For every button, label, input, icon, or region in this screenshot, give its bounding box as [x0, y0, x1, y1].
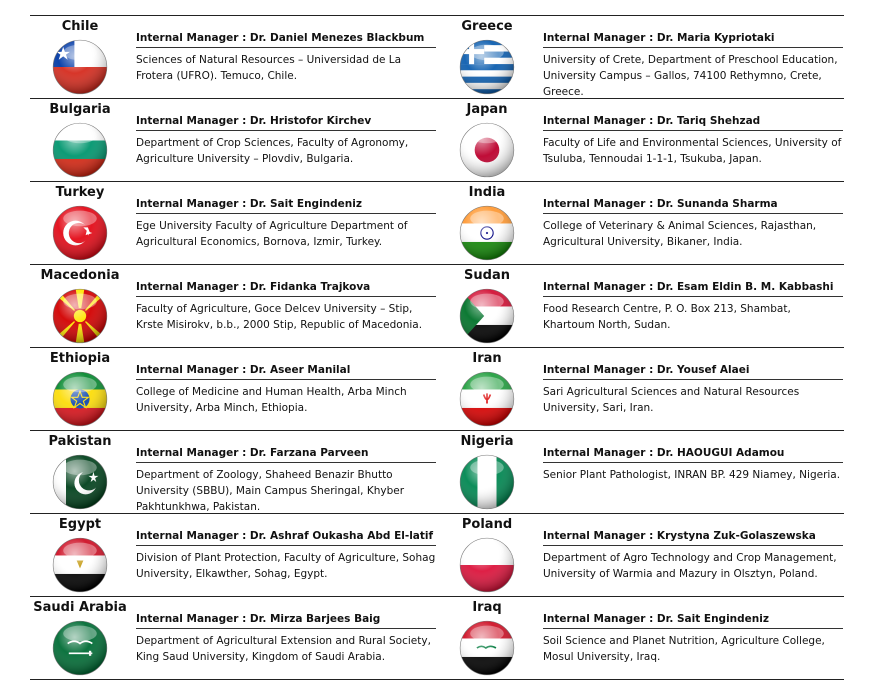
country-name: Chile: [61, 19, 99, 34]
country-name: Saudi Arabia: [33, 600, 127, 615]
poland-flag-icon: [459, 537, 515, 593]
country-name: Macedonia: [40, 268, 120, 283]
country-name: Poland: [461, 517, 513, 532]
institution-address: Senior Plant Pathologist, INRAN BP. 429 Niamey, Nigeria.: [543, 469, 841, 481]
table-row: [30, 513, 844, 596]
table-row: [30, 98, 844, 181]
internal-manager: Internal Manager : Dr. Farzana Parveen: [136, 447, 436, 463]
country-entry: [437, 514, 844, 596]
internal-manager: Internal Manager : Krystyna Zuk-Golaszewska: [543, 530, 843, 546]
institution-address: Department of Agricultural Extension and Rural Society, King Saud University, Kingdom of Saudi Arabia.: [136, 635, 431, 663]
institution-address: Department of Zoology, Shaheed Benazir Bhutto University (SBBU), Main Campus Sheringal, Khyber Pakhtunkhwa, Pakistan.: [136, 469, 405, 513]
country-entry: [30, 182, 437, 264]
internal-manager: Internal Manager : Dr. Mirza Barjees Baig: [136, 613, 436, 629]
country-entry: [437, 99, 844, 181]
table-row: [30, 15, 844, 98]
turkey-flag-icon: [52, 205, 108, 261]
country-name: India: [468, 185, 506, 200]
country-name: Iran: [472, 351, 502, 366]
institution-address: University of Crete, Department of Preschool Education, University Campus – Gallos, 74100 Rethymno, Crete, Greece.: [543, 54, 838, 98]
country-entry: [30, 16, 437, 98]
saudi-arabia-flag-icon: [52, 620, 108, 676]
country-name: Sudan: [464, 268, 510, 283]
institution-address: Division of Plant Protection, Faculty of Agriculture, Sohag University, Elkawther, Sohag, Egypt.: [136, 552, 436, 580]
sudan-flag-icon: [459, 288, 515, 344]
institution-address: Food Research Centre, P. O. Box 213, Shambat, Khartoum North, Sudan.: [543, 303, 791, 331]
internal-manager: Internal Manager : Dr. Sait Engindeniz: [543, 613, 843, 629]
country-entry: [437, 597, 844, 679]
iran-flag-icon: [459, 371, 515, 427]
institution-address: Faculty of Life and Environmental Sciences, University of Tsuluba, Tennoudai 1-1-1, Tsukuba, Japan.: [543, 137, 842, 165]
internal-manager: Internal Manager : Dr. Ashraf Oukasha Abd El-latif: [136, 530, 436, 546]
macedonia-flag-icon: [52, 288, 108, 344]
institution-address: Sari Agricultural Sciences and Natural Resources University, Sari, Iran.: [543, 386, 800, 414]
internal-manager: Internal Manager : Dr. Yousef Alaei: [543, 364, 843, 380]
internal-manager: Internal Manager : Dr. Sunanda Sharma: [543, 198, 843, 214]
internal-manager: Internal Manager : Dr. Esam Eldin B. M. Kabbashi: [543, 281, 843, 297]
institution-address: College of Veterinary & Animal Sciences, Rajasthan, Agricultural University, Bikaner, India.: [543, 220, 817, 248]
nigeria-flag-icon: [459, 454, 515, 510]
internal-manager: Internal Manager : Dr. HAOUGUI Adamou: [543, 447, 843, 463]
country-name: Nigeria: [460, 434, 514, 449]
table-row: [30, 430, 844, 513]
country-entry: [30, 265, 437, 347]
table-row: [30, 181, 844, 264]
ethiopia-flag-icon: [52, 371, 108, 427]
table-row: [30, 347, 844, 430]
country-name: Egypt: [58, 517, 102, 532]
country-entry: [30, 597, 437, 679]
pakistan-flag-icon: [52, 454, 108, 510]
japan-flag-icon: [459, 122, 515, 178]
internal-manager: Internal Manager : Dr. Sait Engindeniz: [136, 198, 436, 214]
country-entry: [30, 431, 437, 513]
country-name: Bulgaria: [49, 102, 111, 117]
internal-manager: Internal Manager : Dr. Aseer Manilal: [136, 364, 436, 380]
country-name: Greece: [461, 19, 513, 34]
country-name: Iraq: [472, 600, 502, 615]
country-entry: [437, 265, 844, 347]
country-entry: [30, 514, 437, 596]
country-entry: [437, 348, 844, 430]
institution-address: Faculty of Agriculture, Goce Delcev University – Stip, Krste Misirokv, b.b., 2000 Stip, Republic of Macedonia.: [136, 303, 423, 331]
country-name: Pakistan: [48, 434, 112, 449]
india-flag-icon: [459, 205, 515, 261]
greece-flag-icon: [459, 39, 515, 95]
chile-flag-icon: [52, 39, 108, 95]
internal-manager: Internal Manager : Dr. Fidanka Trajkova: [136, 281, 436, 297]
internal-manager: Internal Manager : Dr. Hristofor Kirchev: [136, 115, 436, 131]
institution-address: Soil Science and Planet Nutrition, Agriculture College, Mosul University, Iraq.: [543, 635, 825, 663]
country-entry: [437, 16, 844, 98]
internal-manager: Internal Manager : Dr. Daniel Menezes Blackbum: [136, 32, 436, 48]
institution-address: College of Medicine and Human Health, Arba Minch University, Arba Minch, Ethiopia.: [136, 386, 407, 414]
institution-address: Department of Crop Sciences, Faculty of Agronomy, Agriculture University – Plovdiv, Bulgaria.: [136, 137, 409, 165]
country-name: Turkey: [55, 185, 105, 200]
egypt-flag-icon: [52, 537, 108, 593]
institution-address: Ege University Faculty of Agriculture Department of Agricultural Economics, Bornova, Izmir, Turkey.: [136, 220, 408, 248]
table-row: [30, 264, 844, 347]
internal-manager: Internal Manager : Dr. Tariq Shehzad: [543, 115, 843, 131]
country-entry: [30, 99, 437, 181]
institution-address: Department of Agro Technology and Crop Management, University of Warmia and Mazury in Olsztyn, Poland.: [543, 552, 837, 580]
country-name: Ethiopia: [49, 351, 111, 366]
country-entry: [437, 182, 844, 264]
country-managers-table: [30, 15, 844, 680]
bulgaria-flag-icon: [52, 122, 108, 178]
country-entry: [30, 348, 437, 430]
table-row: [30, 596, 844, 680]
country-name: Japan: [466, 102, 508, 117]
country-entry: [437, 431, 844, 513]
iraq-flag-icon: [459, 620, 515, 676]
internal-manager: Internal Manager : Dr. Maria Kypriotaki: [543, 32, 843, 48]
institution-address: Sciences of Natural Resources – Universidad de La Frotera (UFRO). Temuco, Chile.: [136, 54, 402, 82]
